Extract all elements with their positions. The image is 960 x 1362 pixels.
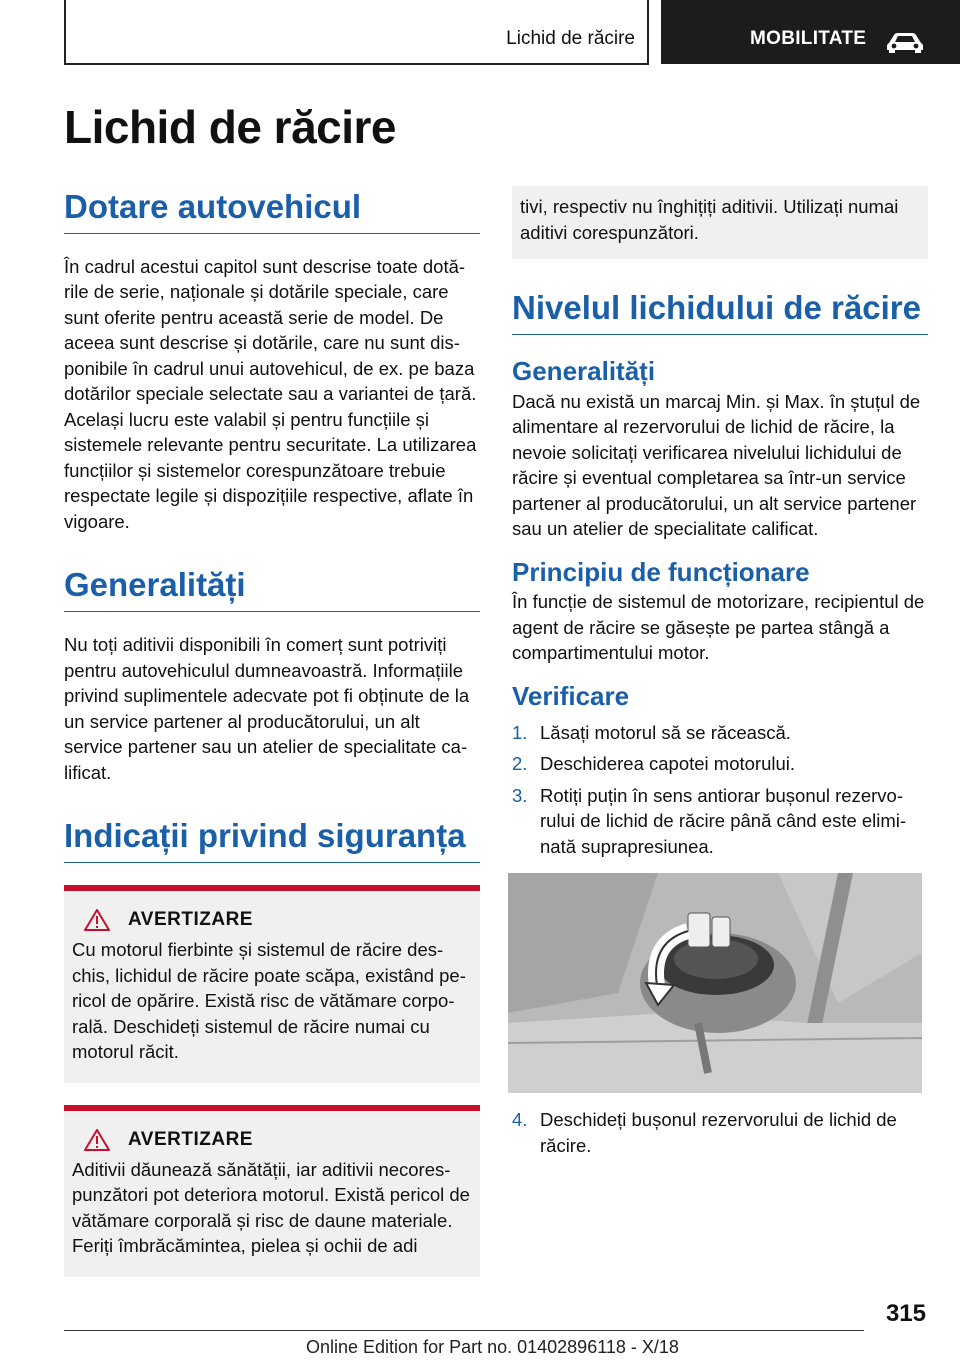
header-chapter-label: MOBILITATE: [750, 28, 867, 49]
step-text: Deschiderea capotei motorului.: [540, 753, 796, 775]
footer-edition: Online Edition for Part no. 01402896118 - X/18: [306, 1337, 679, 1357]
warning-text: Cu motorul fierbinte și sistemul de răcire deschis, lichidul de răcire poate scăpa, existând pericol de opărire. Există risc de vătămare corporală. Deschideți sistemul de răcire numai cu motorul răcit.: [72, 939, 466, 1063]
subsection-title-generalitati: Generalități: [512, 355, 656, 386]
car-icon: [885, 31, 925, 53]
step-number: 4.: [512, 1109, 528, 1131]
section-title-nivel: Nivelul lichidului de răcire: [512, 287, 928, 335]
header-rule-middle: [647, 0, 649, 64]
page-number: 315: [885, 1300, 926, 1327]
warning-triangle-icon: [84, 1129, 110, 1151]
section-nivel: [512, 287, 928, 335]
list-item: [512, 1107, 928, 1158]
step-number: 2.: [512, 753, 528, 775]
warning-title: AVERTIZARE: [128, 909, 253, 931]
section-generalitati: [64, 564, 480, 785]
right-column: [512, 186, 928, 1180]
page-title: Lichid de răcire: [64, 101, 397, 153]
paragraph-generalitati: Nu toți aditivii disponibili în comerț sunt potriviți pentru autovehiculul dumneavoastră. Informațiile privind suplimentele adecvate pot fi obținute de la un service partener al producătorului, un alt service partener sau un atelier de specialitate calificat.: [64, 634, 470, 783]
footer-rule: [64, 1330, 864, 1331]
section-title-dotare: Dotare autovehicul: [64, 186, 480, 234]
subsection-title-verificare: Verificare: [512, 680, 630, 711]
list-item: [512, 783, 928, 860]
section-title-generalitati: Generalități: [64, 564, 480, 612]
list-item: [512, 751, 928, 777]
warning-title: AVERTIZARE: [128, 1128, 253, 1150]
step-number: 3.: [512, 784, 528, 806]
warning-text: Aditivii dăunează sănătății, iar aditivii necorespunzători pot deteriora motorul. Există pericol de vătămare corporală și risc de daune materiale. Feriți îmbrăcămintea, pielea și ochii de adi: [72, 1158, 470, 1257]
coolant-cap-photo: [508, 873, 922, 1093]
step-text: Lăsați motorul să se răcească.: [540, 721, 791, 743]
step-text: Rotiți puțin în sens antiorar bușonul rezervorului de lichid de răcire până când este eliminată suprapresiunea.: [540, 784, 907, 857]
warning-header: [72, 909, 470, 931]
section-dotare: [64, 186, 480, 534]
subsection-principiu: [512, 556, 928, 666]
header-rule-left: [64, 0, 66, 64]
header-section-title: Lichid de răcire: [506, 28, 635, 49]
warning-box-2: [64, 1105, 480, 1277]
subsection-title-principiu: Principiu de funcționare: [512, 556, 810, 587]
section-siguranta: [64, 815, 480, 863]
subsection-generalitati: [512, 355, 928, 542]
warning-header: [72, 1129, 470, 1151]
warning-continuation-box: [512, 186, 928, 259]
left-column: [64, 186, 480, 1277]
header-rule-bottom: [64, 63, 649, 65]
step-number: 1.: [512, 721, 528, 743]
list-item: [512, 720, 928, 746]
warning-triangle-icon: [84, 909, 110, 931]
subsection-verificare: [512, 680, 928, 1158]
paragraph-principiu: În funcție de sistemul de motorizare, recipientul de agent de răcire se găsește pe partea stângă a compartimentului motor.: [512, 591, 925, 664]
steps-list: [512, 720, 928, 860]
warning-box-1: [64, 885, 480, 1083]
paragraph-nivel-generalitati: Dacă nu există un marcaj Min. și Max. în ștuțul de alimentare al rezervorului de lichid de răcire, la nevoie solicitați verificarea nivelului lichidului de răcire și eventual completarea sa într-un service partener al producătorului, un alt service partener sau un atelier de specialitate calificat.: [512, 390, 921, 540]
steps-list-continued: [512, 1107, 928, 1158]
warning-continuation-text: tivi, respectiv nu înghițiți aditivii. Utilizați numai aditivi corespunzători.: [520, 196, 899, 243]
step-text: Deschideți bușonul rezervorului de lichid de răcire.: [540, 1109, 897, 1156]
section-title-siguranta: Indicații privind siguranța: [64, 815, 480, 863]
paragraph-dotare: În cadrul acestui capitol sunt descrise toate dotările de serie, naționale și dotările speciale, care sunt oferite pentru această serie de model. De aceea sunt descrise și dotările, care nu sunt disponibile în cadrul unui autovehicul, de ex. pe baza dotărilor speciale selectate sau a variantei de țară. Același lucru este valabil și pentru funcțiile și sistemele relevante pentru securitate. La utilizarea funcțiilor și sistemelor corespunzătoare trebuie respectate legile și dispozițiile respective, aflate în vigoare.: [64, 255, 477, 532]
